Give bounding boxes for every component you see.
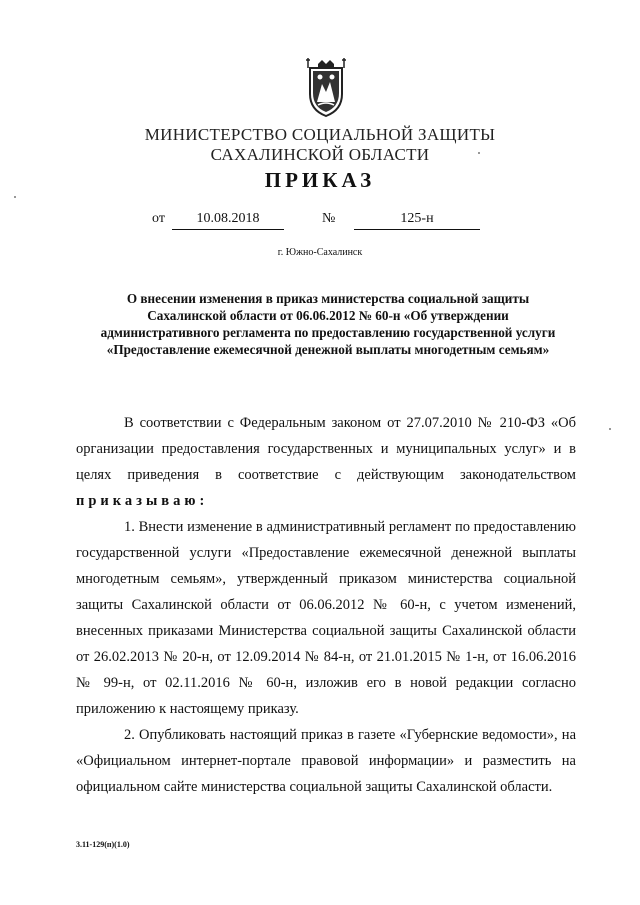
document-type-title: ПРИКАЗ xyxy=(264,168,376,192)
preamble-text: В соответствии с Федеральным законом от 27.07.2010 № 210-ФЗ «Об организации предоставления государственных и муниципальных услуг» и в целях приведения в соответствие с действующим законодательством xyxy=(76,415,576,483)
form-code: 3.11-129(п)(1.0) xyxy=(76,840,130,849)
coat-of-arms-icon xyxy=(304,58,348,118)
item-1-paragraph: 1. Внести изменение в административный регламент по предоставлению государственной услуги «Предоставление ежемесячной денежной выплаты многодетным семьям», утвержденный приказом министерства социальной защиты Сахалинской области от 06.06.2012 № 60-н, с учетом изменений, внесенных приказами Министерства социальной защиты Сахалинской области от 26.02.2013 № 20-н, от 12.09.2014 № 84-н, от 21.01.2015 № 1-н, от 16.06.2016 № 99-н, от 02.11.2016 № 60-н, изложив его в новой редакции согласно приложению к настоящему приказу. xyxy=(76,519,576,717)
order-date: 10.08.2018 xyxy=(172,211,284,230)
number-prefix: № xyxy=(322,211,336,226)
item-2-paragraph: 2. Опубликовать настоящий приказ в газете «Губернские ведомости», на «Официальном интернет-портале правовой информации» и разместить на официальном сайте министерства социальной защиты Сахалинской области. xyxy=(76,727,576,795)
city-name: г. Южно-Сахалинск xyxy=(277,247,363,258)
scan-speck xyxy=(609,428,611,430)
scan-speck xyxy=(478,152,480,154)
order-number: 125-н xyxy=(354,211,480,230)
order-word: приказываю: xyxy=(76,493,209,509)
ministry-name-line2: САХАЛИНСКОЙ ОБЛАСТИ xyxy=(210,145,430,164)
date-prefix: от xyxy=(152,211,165,226)
scan-speck xyxy=(14,196,16,198)
order-subject: О внесении изменения в приказ министерства социальной защиты Сахалинской области от 06.06.2012 № 60-н «Об утверждении административного регламента по предоставлению государственной услуги «Предоставление ежемесячной денежной выплаты многодетным семьям» xyxy=(100,291,556,357)
document-body xyxy=(76,410,576,800)
ministry-name-line1: МИНИСТЕРСТВО СОЦИАЛЬНОЙ ЗАЩИТЫ xyxy=(144,125,496,144)
preamble-paragraph xyxy=(76,410,576,514)
